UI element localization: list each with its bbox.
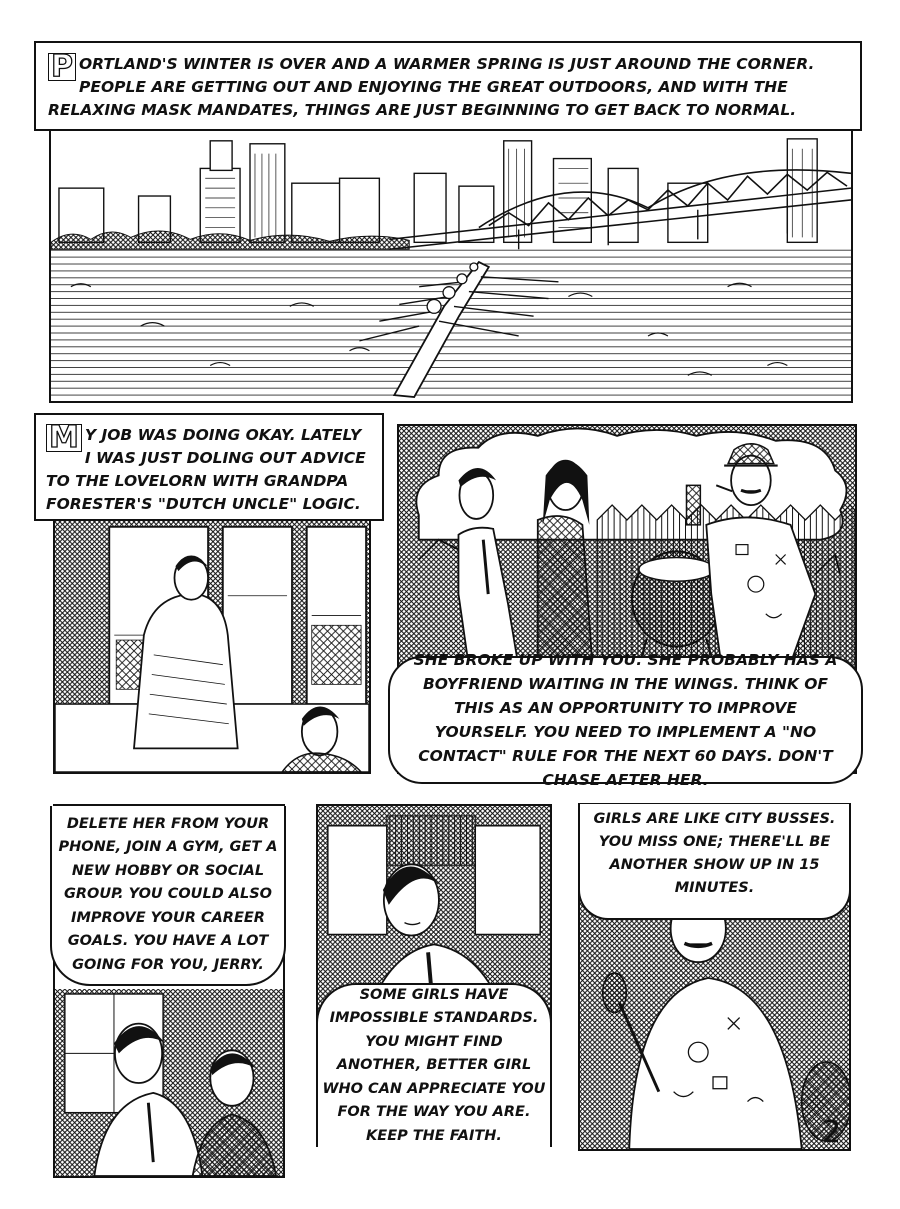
page-number: 2 xyxy=(822,1115,842,1150)
office-illustration xyxy=(55,517,369,772)
balloon-text: SOME GIRLS HAVE IMPOSSIBLE STANDARDS. YOU MIGHT FIND ANOTHER, BETTER GIRL WHO CAN APPRECIATE YOU FOR THE WAY YOU ARE. KEEP THE FAITH. xyxy=(322,986,546,1144)
panel-skyline-river xyxy=(49,127,853,403)
drop-cap-p: P xyxy=(48,53,76,81)
skyline-illustration xyxy=(51,129,851,401)
narration-caption-1 xyxy=(34,41,862,131)
caption-text: ORTLAND'S WINTER IS OVER AND A WARMER SPRING IS JUST AROUND THE CORNER. PEOPLE ARE GETTING OUT AND ENJOYING THE GREAT OUTDOORS, AND WITH THE RELAXING MASK MANDATES, THINGS ARE JUST BEGINNING TO GET BACK TO NORMAL. xyxy=(48,55,815,119)
balloon-text: DELETE HER FROM YOUR PHONE, JOIN A GYM, GET A NEW HOBBY OR SOCIAL GROUP. YOU COULD ALSO IMPROVE YOUR CAREER GOALS. YOU HAVE A LOT GOING FOR YOU, JERRY. xyxy=(58,815,278,973)
caption-text: Y JOB WAS DOING OKAY. LATELY I WAS JUST DOLING OUT ADVICE TO THE LOVELORN WITH GRANDPA FORESTER'S "DUTCH UNCLE" LOGIC. xyxy=(46,426,366,513)
balloon-text: SHE BROKE UP WITH YOU. SHE PROBABLY HAS A BOYFRIEND WAITING IN THE WINGS. THINK OF THIS AS AN OPPORTUNITY TO IMPROVE YOURSELF. YOU NEED TO IMPLEMENT A "NO CONTACT" RULE FOR THE NEXT 60 DAYS. DON'T CHASE AFTER HER. xyxy=(413,651,838,789)
narration-caption-2 xyxy=(34,413,384,521)
speech-balloon-no-contact xyxy=(388,651,863,789)
speech-balloon-city-busses xyxy=(578,804,851,920)
speech-balloon-keep-faith xyxy=(316,983,552,1147)
speech-balloon-delete-her xyxy=(50,806,286,986)
balloon-text: GIRLS ARE LIKE CITY BUSSES. YOU MISS ONE; THERE'LL BE ANOTHER SHOW UP IN 15 MINUTES. xyxy=(593,811,836,896)
drop-cap-m: M xyxy=(46,424,82,452)
panel-office xyxy=(53,515,371,774)
